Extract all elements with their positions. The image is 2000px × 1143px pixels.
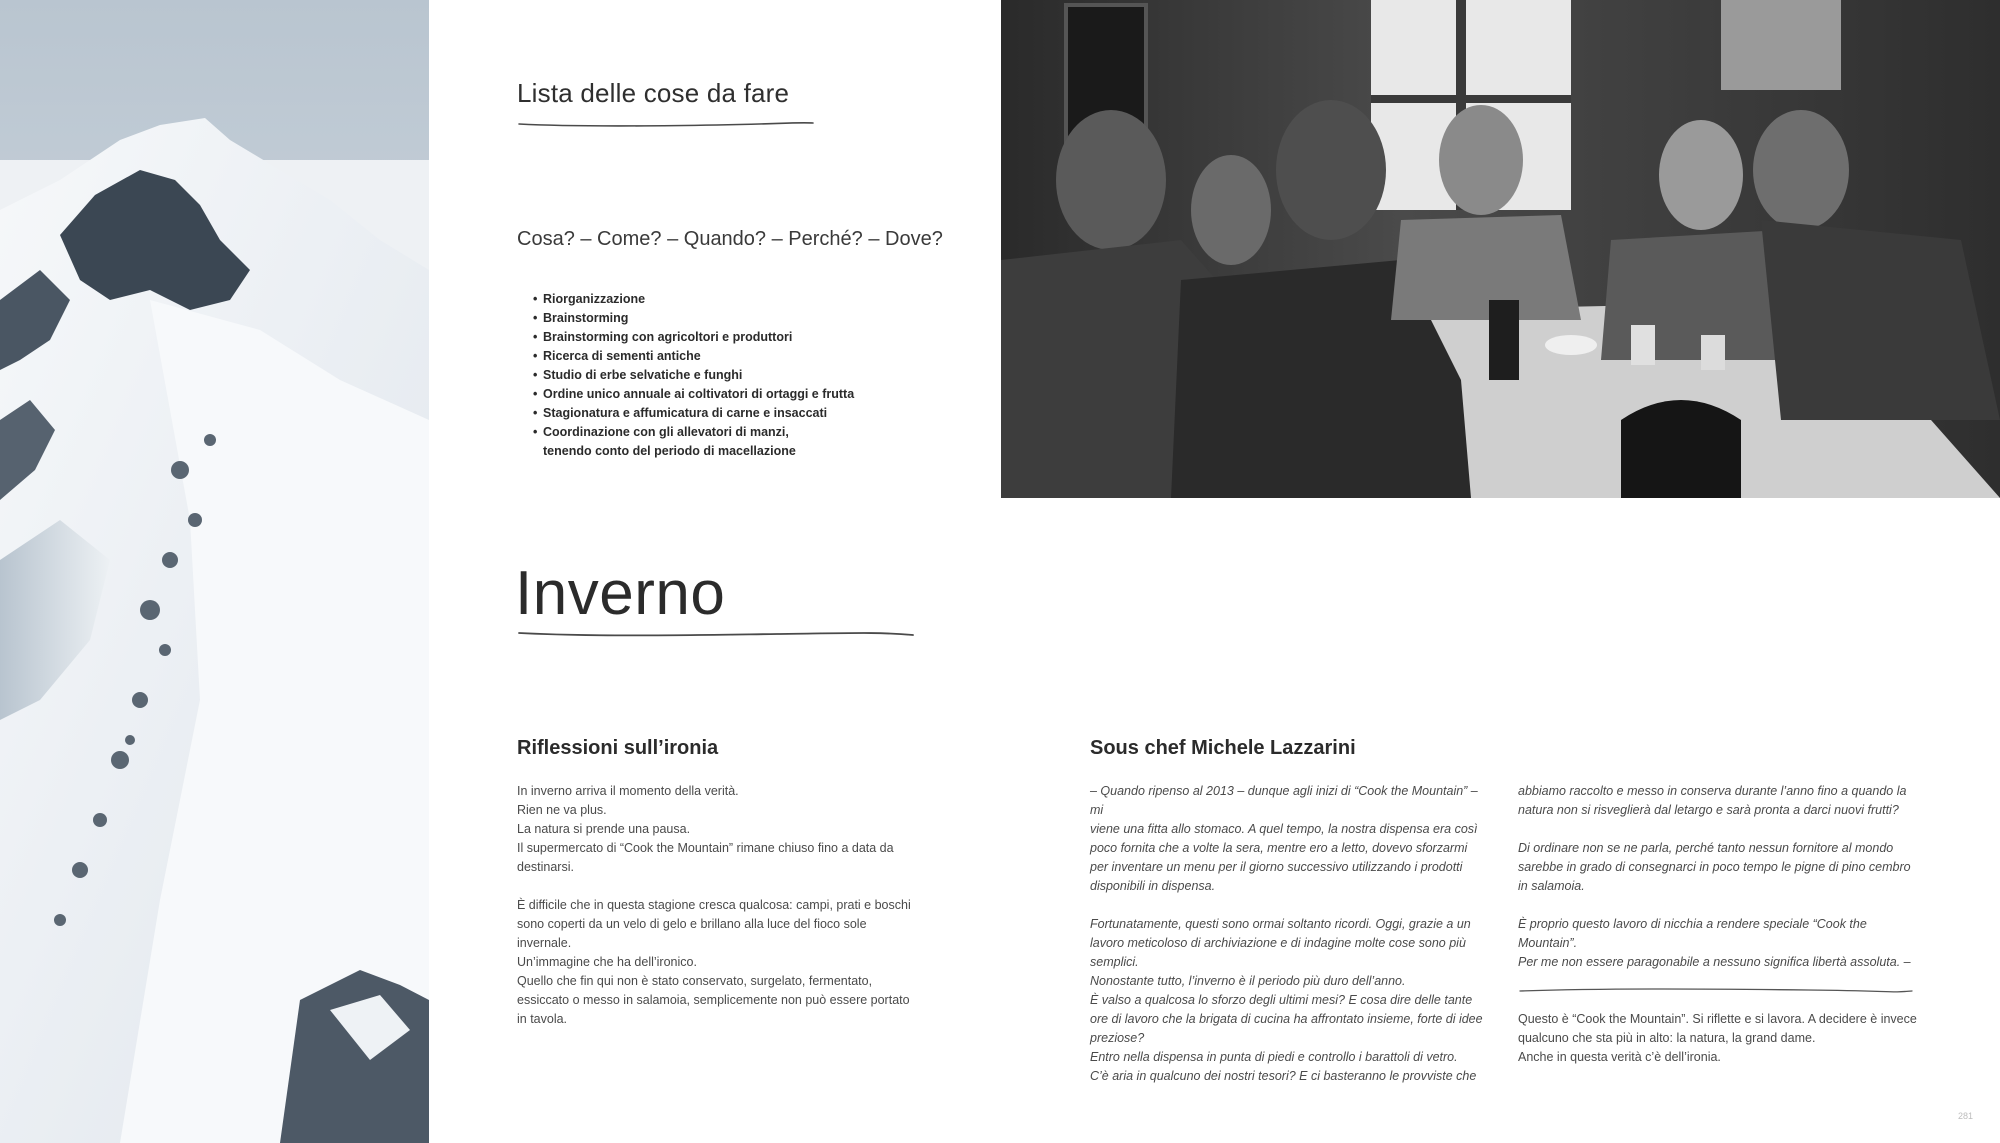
- list-item: • Brainstorming: [533, 309, 854, 328]
- list-item: [533, 423, 854, 461]
- list-item: • Ordine unico annuale ai coltivatori di ortaggi e frutta: [533, 385, 854, 404]
- section-title: Inverno: [515, 559, 726, 628]
- list-item: • Riorganizzazione: [533, 290, 854, 309]
- kitchen-team-photo: [1001, 0, 2000, 498]
- todo-title: Lista delle cose da fare: [517, 78, 790, 108]
- list-item: • Brainstorming con agricoltori e produttori: [533, 328, 854, 347]
- list-item-text: Coordinazione con gli allevatori di manzi,: [543, 425, 789, 439]
- closing-text: Questo è “Cook the Mountain”. Si riflette e si lavora. A decidere è invece qualcuno che sta più in alto: la natura, la grand dame. Anche in questa verità c’è dell’ironia.: [1518, 1012, 1917, 1064]
- list-item-continuation: tenendo conto del periodo di macellazione: [543, 444, 796, 458]
- article-body-col1: – Quando ripenso al 2013 – dunque agli inizi di “Cook the Mountain” – mi viene una fitta allo stomaco. A quel tempo, la nostra dispensa era così poco fornita che a volte la sera, mentre ero a letto, dovevo sforzarmi per inventare un menu per il giorno successivo utilizzando i prodotti disponibili in dispensa. Fortunatamente, questi sono ormai soltanto ricordi. Oggi, grazie a un lavoro meticoloso di archiviazione e di indagine molte cose sono più semplici. Nonostante tutto, l’inverno è il periodo più duro dell’anno. È valso a qualcosa lo sforzo degli ultimi mesi? E cosa dire delle tante ore di lavoro che la brigata di cucina ha affrontato insieme, forte di idee preziose? Entro nella dispensa in punta di piedi e controllo i barattoli di vetro. C’è aria in qualcuno dei nostri tesori? E ci basteranno le provviste che: [1090, 784, 1483, 1083]
- todo-list: [533, 290, 854, 461]
- todo-title-underline: [517, 118, 817, 130]
- list-item: • Studio di erbe selvatiche e funghi: [533, 366, 854, 385]
- article-body-col2: abbiamo raccolto e messo in conserva durante l’anno fino a quando la natura non si risveglierà dal letargo e sarà pronta a darci nuovi frutti? Di ordinare non se ne parla, perché tanto nessun fornitore al mondo sarebbe in grado di consegnarci in poco tempo le pigne di pino cembro in salamoia. È proprio questo lavoro di nicchia a rendere speciale “Cook the Mountain”. Per me non essere paragonabile a nessuno significa libertà assoluta. –: [1518, 784, 1911, 969]
- questions-line: Cosa? – Come? – Quando? – Perché? – Dove?: [517, 228, 943, 250]
- list-item: • Ricerca di sementi antiche: [533, 347, 854, 366]
- mountain-photo: [0, 0, 429, 1143]
- page-number: 281: [1958, 1111, 1974, 1121]
- article-title-sous-chef: Sous chef Michele Lazzarini: [1090, 737, 1356, 759]
- closing-divider: [1518, 985, 1914, 997]
- article-body-irony: In inverno arriva il momento della verità. Rien ne va plus. La natura si prende una pausa. Il supermercato di “Cook the Mountain” rimane chiuso fino a data da destinarsi. È difficile che in questa stagione cresca qualcosa: campi, prati e boschi sono coperti da un velo di gelo e brillano alla luce del fioco sole invernale. Un’immagine che ha dell’ironico. Quello che fin qui non è stato conservato, surgelato, fermentato, essiccato o messo in salamoia, semplicemente non può essere portato in tavola.: [517, 784, 911, 1026]
- list-item: • Stagionatura e affumicatura di carne e insaccati: [533, 404, 854, 423]
- section-title-underline: [517, 627, 917, 641]
- article-title-irony: Riflessioni sull’ironia: [517, 737, 719, 759]
